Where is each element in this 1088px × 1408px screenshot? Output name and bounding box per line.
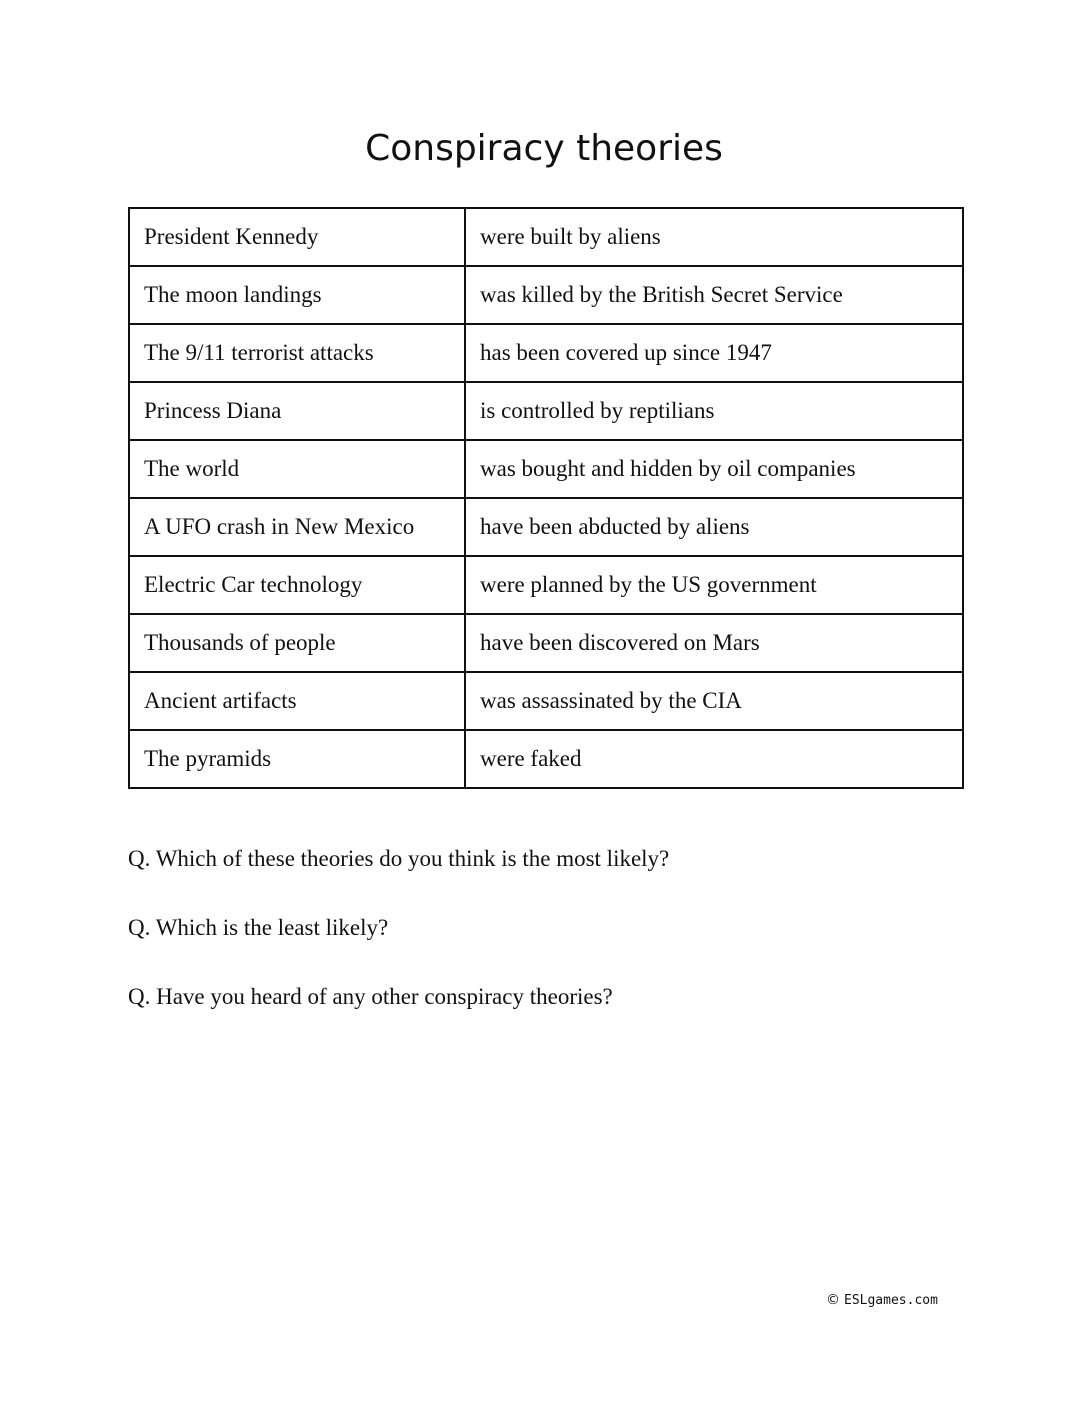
copyright-icon: © <box>826 1292 840 1308</box>
table-row <box>129 440 963 498</box>
table-row <box>129 208 963 266</box>
predicate-cell: was killed by the British Secret Service <box>465 266 963 324</box>
table-row <box>129 730 963 788</box>
predicate-cell: were planned by the US government <box>465 556 963 614</box>
site-name: ESLgames.com <box>844 1293 938 1308</box>
table-row <box>129 614 963 672</box>
page-title: Conspiracy theories <box>365 128 723 169</box>
predicate-cell: is controlled by reptilians <box>465 382 963 440</box>
predicate-cell: were built by aliens <box>465 208 963 266</box>
subject-cell: Electric Car technology <box>129 556 465 614</box>
table-row <box>129 382 963 440</box>
subject-cell: President Kennedy <box>129 208 465 266</box>
subject-cell: Princess Diana <box>129 382 465 440</box>
table-row <box>129 324 963 382</box>
table-row <box>129 498 963 556</box>
discussion-questions <box>128 842 962 1049</box>
subject-cell: Ancient artifacts <box>129 672 465 730</box>
predicate-cell: were faked <box>465 730 963 788</box>
predicate-cell: was assassinated by the CIA <box>465 672 963 730</box>
question-most-likely: Q. Which of these theories do you think is the most likely? <box>128 846 670 871</box>
predicate-cell: has been covered up since 1947 <box>465 324 963 382</box>
subject-cell: The world <box>129 440 465 498</box>
table-row <box>129 672 963 730</box>
question-least-likely: Q. Which is the least likely? <box>128 915 389 940</box>
table-row <box>129 266 963 324</box>
matching-table <box>128 207 964 789</box>
predicate-cell: have been discovered on Mars <box>465 614 963 672</box>
copyright-footer <box>826 1292 938 1308</box>
subject-cell: Thousands of people <box>129 614 465 672</box>
predicate-cell: have been abducted by aliens <box>465 498 963 556</box>
subject-cell: A UFO crash in New Mexico <box>129 498 465 556</box>
question-other-theories: Q. Have you heard of any other conspiracy theories? <box>128 984 613 1009</box>
subject-cell: The moon landings <box>129 266 465 324</box>
subject-cell: The 9/11 terrorist attacks <box>129 324 465 382</box>
table-row <box>129 556 963 614</box>
subject-cell: The pyramids <box>129 730 465 788</box>
predicate-cell: was bought and hidden by oil companies <box>465 440 963 498</box>
